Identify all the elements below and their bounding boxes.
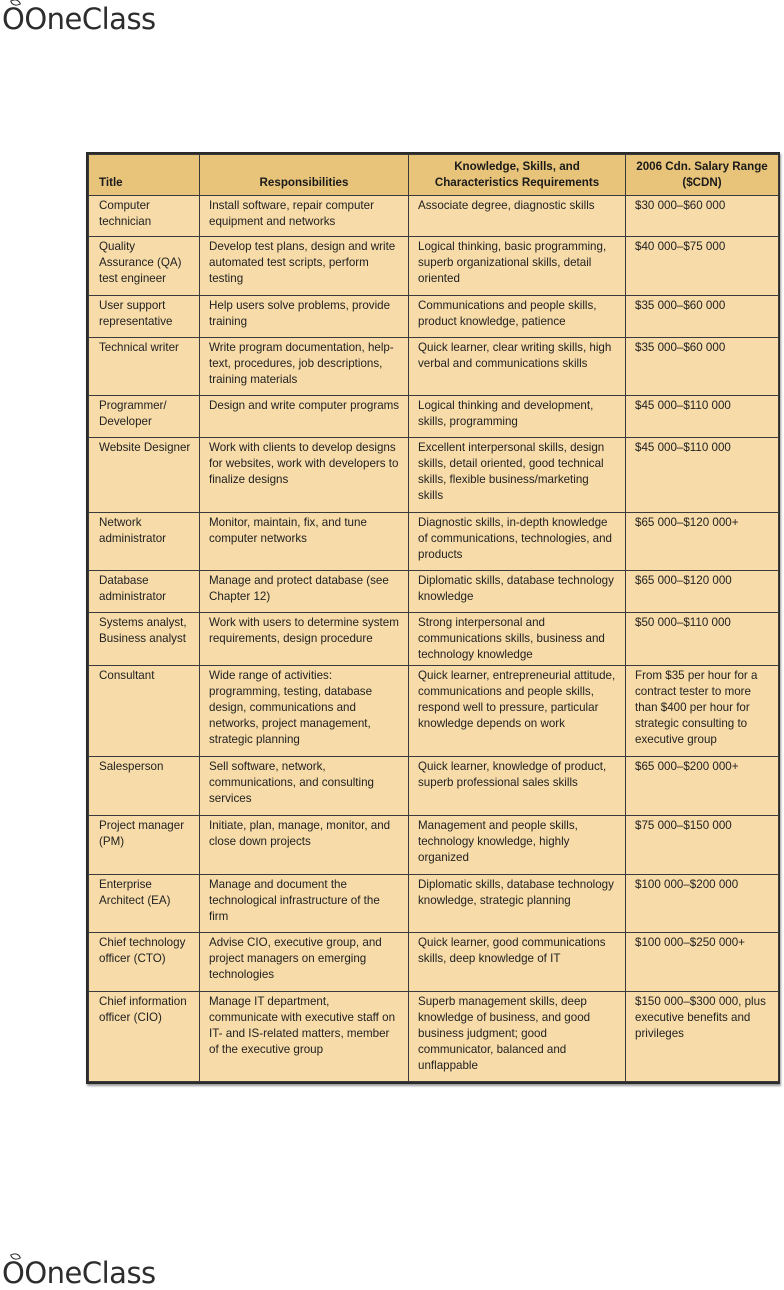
cell-title: Salesperson <box>89 757 200 816</box>
table-row <box>89 337 779 396</box>
cell-responsibilities: Install software, repair computer equipment and networks <box>200 196 409 237</box>
cell-salary: $45 000–$110 000 <box>626 437 779 512</box>
cell-responsibilities: Advise CIO, executive group, and project managers on emerging technologies <box>200 933 409 992</box>
cell-title: Systems analyst, Business analyst <box>89 612 200 666</box>
table-row <box>89 757 779 816</box>
table-row <box>89 571 779 612</box>
cell-title: Programmer/ Developer <box>89 396 200 437</box>
leaf-icon: O <box>2 2 24 36</box>
table-row <box>89 196 779 237</box>
cell-responsibilities: Design and write computer programs <box>200 396 409 437</box>
cell-title: Consultant <box>89 666 200 757</box>
cell-salary: $35 000–$60 000 <box>626 296 779 337</box>
cell-title: Project manager (PM) <box>89 815 200 874</box>
cell-knowledge: Quick learner, entrepreneurial attitude, communications and people skills, respond well to pressure, particular knowledge depends on work <box>409 666 626 757</box>
cell-knowledge: Strong interpersonal and communications skills, business and technology knowledge <box>409 612 626 666</box>
table-row <box>89 666 779 757</box>
table-row <box>89 437 779 512</box>
cell-title: Network administrator <box>89 512 200 571</box>
cell-title: Quality Assurance (QA) test engineer <box>89 237 200 296</box>
cell-title: Database administrator <box>89 571 200 612</box>
table-row <box>89 815 779 874</box>
cell-salary: $75 000–$150 000 <box>626 815 779 874</box>
cell-knowledge: Excellent interpersonal skills, design skills, detail oriented, good technical skills, flexible business/marketing skills <box>409 437 626 512</box>
cell-salary: $30 000–$60 000 <box>626 196 779 237</box>
cell-title: Chief information officer (CIO) <box>89 991 200 1081</box>
cell-responsibilities: Manage IT department, communicate with executive staff on IT- and IS-related matters, member of the executive group <box>200 991 409 1081</box>
logo-text: OneClass <box>24 2 156 36</box>
cell-responsibilities: Initiate, plan, manage, monitor, and close down projects <box>200 815 409 874</box>
cell-knowledge: Diplomatic skills, database technology knowledge <box>409 571 626 612</box>
table-row <box>89 512 779 571</box>
cell-knowledge: Quick learner, good communications skills, deep knowledge of IT <box>409 933 626 992</box>
cell-salary: $65 000–$120 000+ <box>626 512 779 571</box>
cell-responsibilities: Help users solve problems, provide training <box>200 296 409 337</box>
table-row <box>89 237 779 296</box>
cell-title: Chief technology officer (CTO) <box>89 933 200 992</box>
cell-title: Computer technician <box>89 196 200 237</box>
table-row <box>89 874 779 933</box>
cell-knowledge: Logical thinking and development, skills, programming <box>409 396 626 437</box>
cell-knowledge: Management and people skills, technology knowledge, highly organized <box>409 815 626 874</box>
logo-text: OneClass <box>24 1256 156 1290</box>
cell-title: User support representative <box>89 296 200 337</box>
cell-knowledge: Diplomatic skills, database technology knowledge, strategic planning <box>409 874 626 933</box>
cell-title: Technical writer <box>89 337 200 396</box>
table-header-row <box>89 155 779 196</box>
cell-title: Enterprise Architect (EA) <box>89 874 200 933</box>
cell-salary: $65 000–$200 000+ <box>626 757 779 816</box>
cell-knowledge: Superb management skills, deep knowledge of business, and good business judgment; good communicator, balanced and unflappable <box>409 991 626 1081</box>
leaf-icon: O <box>2 1256 24 1290</box>
header-title: Title <box>89 155 200 196</box>
table-row <box>89 296 779 337</box>
table-row <box>89 396 779 437</box>
cell-salary: $40 000–$75 000 <box>626 237 779 296</box>
cell-responsibilities: Monitor, maintain, fix, and tune computer networks <box>200 512 409 571</box>
table-row <box>89 991 779 1081</box>
cell-knowledge: Communications and people skills, product knowledge, patience <box>409 296 626 337</box>
cell-salary: $35 000–$60 000 <box>626 337 779 396</box>
header-responsibilities: Responsibilities <box>200 155 409 196</box>
cell-salary: $65 000–$120 000 <box>626 571 779 612</box>
table-row <box>89 933 779 992</box>
job-salary-table-container <box>86 152 780 1084</box>
oneclass-logo-top <box>2 2 156 36</box>
cell-salary: $100 000–$250 000+ <box>626 933 779 992</box>
table-row <box>89 612 779 666</box>
cell-title: Website Designer <box>89 437 200 512</box>
cell-knowledge: Quick learner, knowledge of product, superb professional sales skills <box>409 757 626 816</box>
cell-knowledge: Logical thinking, basic programming, superb organizational skills, detail oriented <box>409 237 626 296</box>
cell-responsibilities: Work with clients to develop designs for websites, work with developers to finalize designs <box>200 437 409 512</box>
cell-responsibilities: Sell software, network, communications, and consulting services <box>200 757 409 816</box>
cell-knowledge: Diagnostic skills, in-depth knowledge of communications, technologies, and products <box>409 512 626 571</box>
cell-salary: $100 000–$200 000 <box>626 874 779 933</box>
oneclass-logo-bottom <box>2 1256 156 1290</box>
cell-responsibilities: Work with users to determine system requirements, design procedure <box>200 612 409 666</box>
cell-salary: From $35 per hour for a contract tester to more than $400 per hour for strategic consulting to executive group <box>626 666 779 757</box>
cell-salary: $150 000–$300 000, plus executive benefits and privileges <box>626 991 779 1081</box>
header-salary: 2006 Cdn. Salary Range ($CDN) <box>626 155 779 196</box>
cell-knowledge: Quick learner, clear writing skills, high verbal and communications skills <box>409 337 626 396</box>
cell-salary: $50 000–$110 000 <box>626 612 779 666</box>
job-salary-table <box>88 154 779 1082</box>
cell-responsibilities: Manage and document the technological infrastructure of the firm <box>200 874 409 933</box>
cell-responsibilities: Wide range of activities: programming, testing, database design, communications and networks, project management, strategic planning <box>200 666 409 757</box>
cell-knowledge: Associate degree, diagnostic skills <box>409 196 626 237</box>
cell-responsibilities: Manage and protect database (see Chapter 12) <box>200 571 409 612</box>
cell-responsibilities: Develop test plans, design and write automated test scripts, perform testing <box>200 237 409 296</box>
cell-salary: $45 000–$110 000 <box>626 396 779 437</box>
header-knowledge: Knowledge, Skills, and Characteristics Requirements <box>409 155 626 196</box>
cell-responsibilities: Write program documentation, help-text, procedures, job descriptions, training materials <box>200 337 409 396</box>
